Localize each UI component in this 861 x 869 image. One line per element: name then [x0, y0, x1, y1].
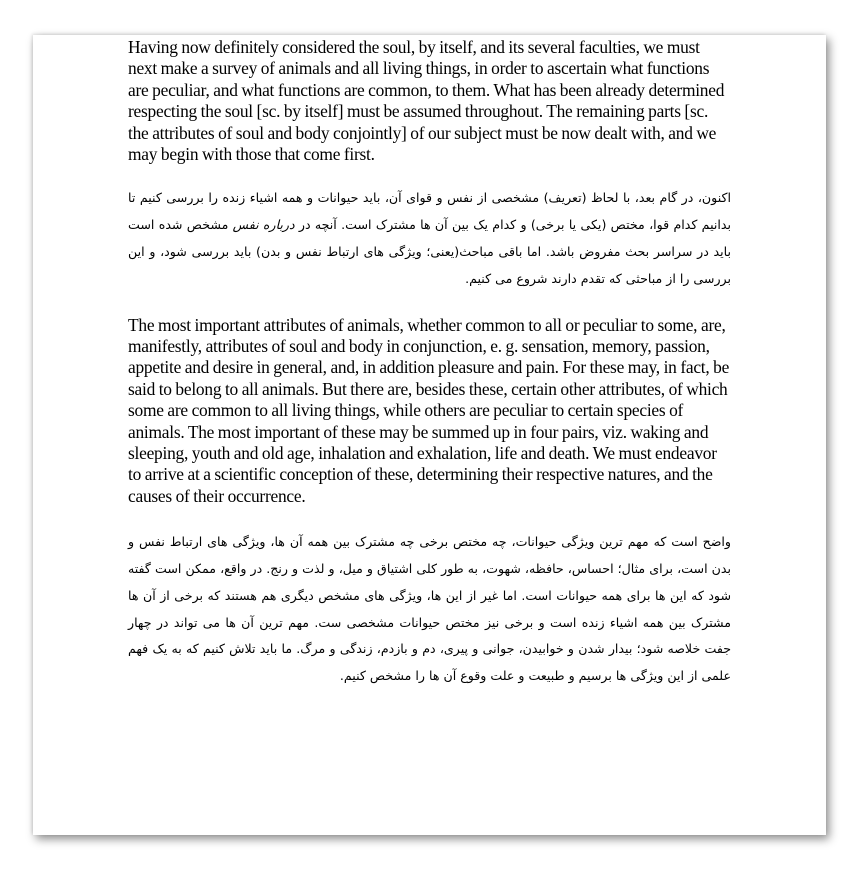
document-page — [33, 35, 826, 835]
paragraph-persian-1-text-after: مشخص شده است باید در سراسر بحث مفروض باشد. اما باقی مباحث(یعنی؛ ویژگی های ارتباط نفس و بدن) باید بررسی شود، و این بررسی را از مباحثی که تقدم دارند شروع می کنیم. — [128, 217, 731, 286]
paragraph-english-1: Having now definitely considered the soul, by itself, and its several faculties, we must next make a survey of animals and all living things, in order to ascertain what functions are peculiar, and what functions are common, to them. What has been already determined respecting the soul [sc. by itself] must be assumed throughout. The remaining parts [sc. the attributes of soul and body conjointly] of our subject must be now dealt with, and we may begin with those that come first. — [128, 37, 725, 165]
page-content — [128, 37, 731, 690]
paragraph-persian-1 — [128, 185, 731, 292]
paragraph-persian-2: واضح است که مهم ترین ویژگی حیوانات، چه مختص برخی چه مشترک بین همه آن ها، ویژگی های ارتباط نفس و بدن است، برای مثال؛ احساس، حافظه، شهوت، به طور کلی اشتیاق و میل، و لذت و رنج. در واقع، ممکن است گفته شود که این ها برای همه حیوانات است. اما غیر از این ها، ویژگی های مشخص دیگری هم هستند که برخی از آن ها مشترک بین همه اشیاء زنده است و برخی نیز مختص حیوانات مشخصی ست. مهم ترین آن ها می تواند در چهار جفت خلاصه شود؛ بیدار شدن و خوابیدن، جوانی و پیری، دم و بازدم، زندگی و مرگ. ما باید تلاش کنیم که به یک فهم علمی از این ویژگی ها برسیم و طبیعت و علت وقوع آن ها را مشخص کنیم. — [128, 534, 731, 684]
paragraph-english-2: The most important attributes of animals, whether common to all or peculiar to some, are, manifestly, attributes of soul and body in conjunction, e. g. sensation, memory, passion, appetite and desire in general, and, in addition pleasure and pain. For these may, in fact, be said to belong to all animals. But there are, besides these, certain other attributes, of which some are common to all living things, while others are peculiar to certain species of animals. The most important of these may be summed up in four pairs, viz. waking and sleeping, youth and old age, inhalation and exhalation, life and death. We must endeavor to arrive at a scientific conception of these, determining their respective natures, and the causes of their occurrence. — [128, 314, 730, 506]
paragraph-persian-1-text-before: اکنون، در گام بعد، با لحاظ (تعریف) مشخصی از نفس و قوای آن، باید حیوانات و همه اشیاء زنده را بررسی کنیم تا بدانیم کدام قوا، مختص (یکی یا برخی) و کدام یک بین آن ها مشترک است. آنچه در — [128, 190, 731, 233]
paragraph-persian-1-italic-title: درباره نفس — [232, 217, 295, 233]
